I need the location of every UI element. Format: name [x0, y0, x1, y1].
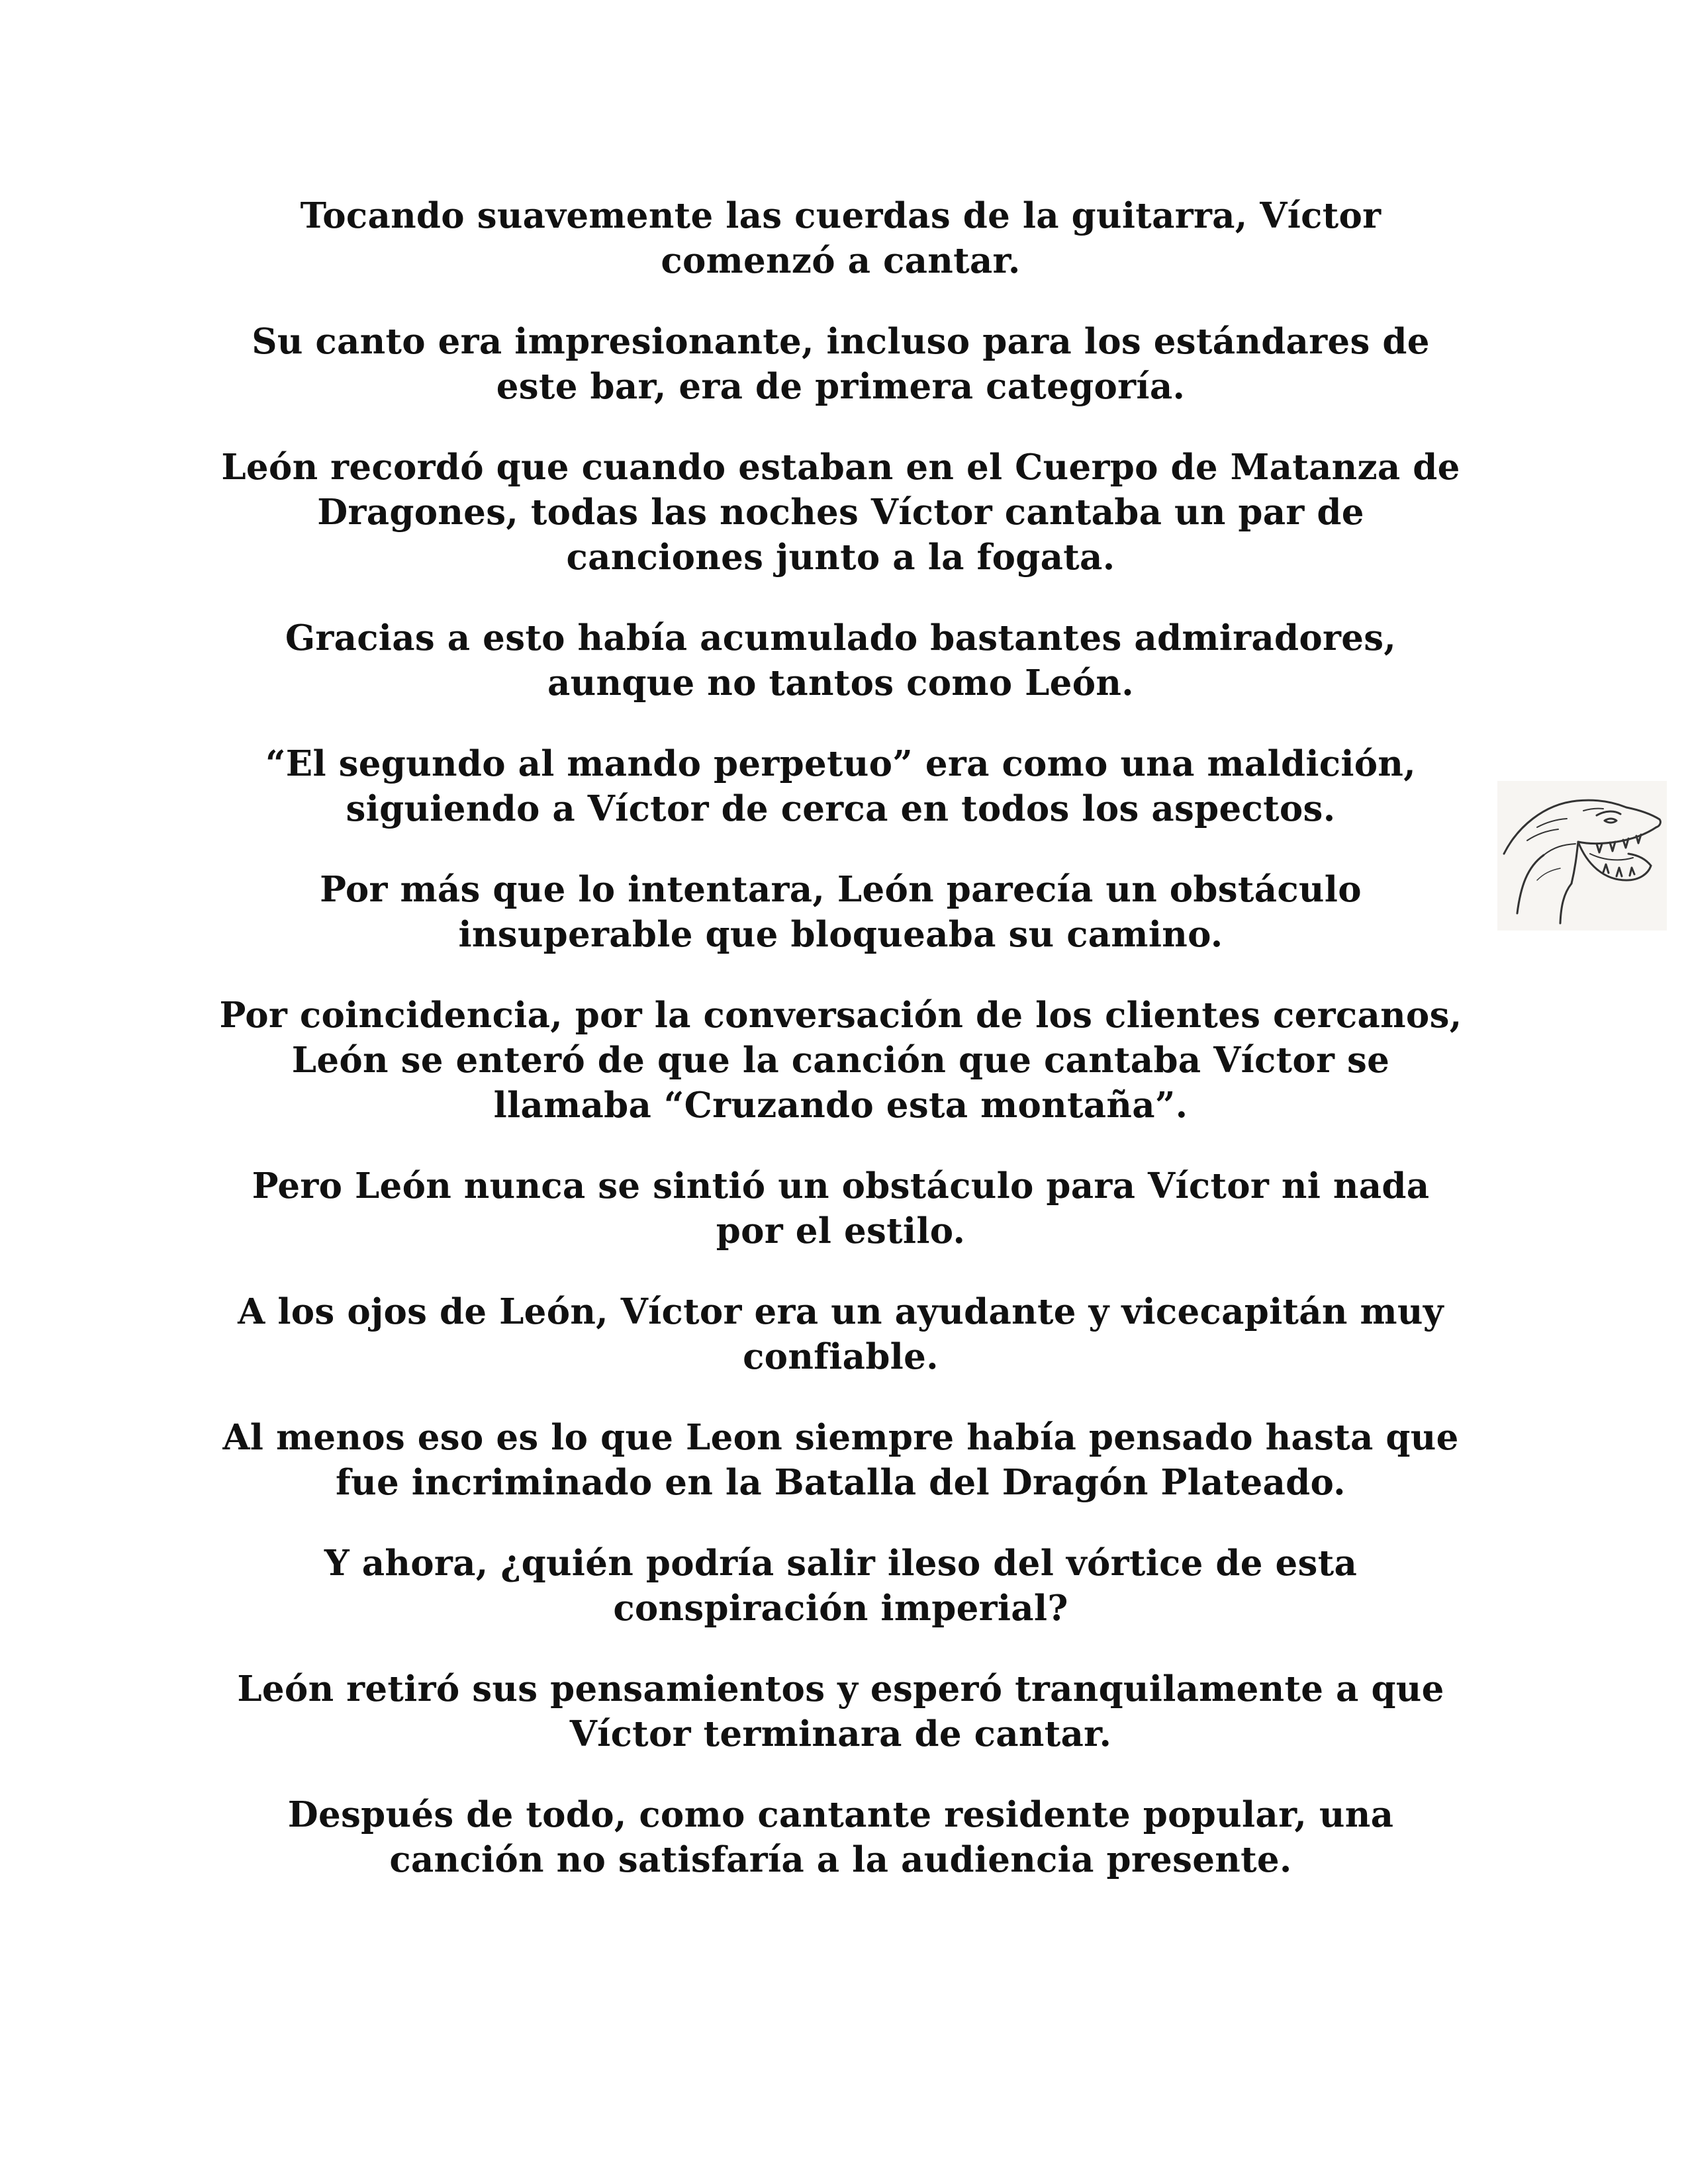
paragraph-2: Su canto era impresionante, incluso para los estándares de este bar, era de primera categoría. — [252, 321, 1430, 407]
paragraph-1: Tocando suavemente las cuerdas de la guitarra, Víctor comenzó a cantar. — [300, 195, 1382, 281]
paragraph-5: “El segundo al mando perpetuo” era como una maldición, siguiendo a Víctor de cerca en todos los aspectos. — [265, 743, 1417, 829]
story-text — [218, 193, 1463, 1918]
dinosaur-sketch-icon — [1497, 781, 1667, 931]
paragraph-9: A los ojos de León, Víctor era un ayudante y vicecapitán muy confiable. — [238, 1291, 1444, 1377]
paragraph-4: Gracias a esto había acumulado bastantes admiradores, aunque no tantos como León. — [285, 617, 1397, 704]
paragraph-6: Por más que lo intentara, León parecía un obstáculo insuperable que bloqueaba su camino. — [320, 869, 1362, 955]
paragraph-10: Al menos eso es lo que Leon siempre había pensado hasta que fue incriminado en la Batalla del Dragón Plateado. — [222, 1417, 1459, 1503]
paragraph-8: Pero León nunca se sintió un obstáculo para Víctor ni nada por el estilo. — [252, 1165, 1430, 1251]
paragraph-3: León recordó que cuando estaban en el Cuerpo de Matanza de Dragones, todas las noches Víctor cantaba un par de canciones junto a la fogata. — [221, 447, 1460, 578]
paragraph-13: Después de todo, como cantante residente popular, una canción no satisfaría a la audiencia presente. — [287, 1794, 1394, 1880]
paragraph-7: Por coincidencia, por la conversación de los clientes cercanos, León se enteró de que la canción que cantaba Víctor se llamaba “Cruzando esta montaña”. — [219, 995, 1462, 1126]
paragraph-11: Y ahora, ¿quién podría salir ileso del vórtice de esta conspiración imperial? — [324, 1543, 1358, 1629]
paragraph-12: León retiró sus pensamientos y esperó tranquilamente a que Víctor terminara de cantar. — [237, 1668, 1444, 1754]
